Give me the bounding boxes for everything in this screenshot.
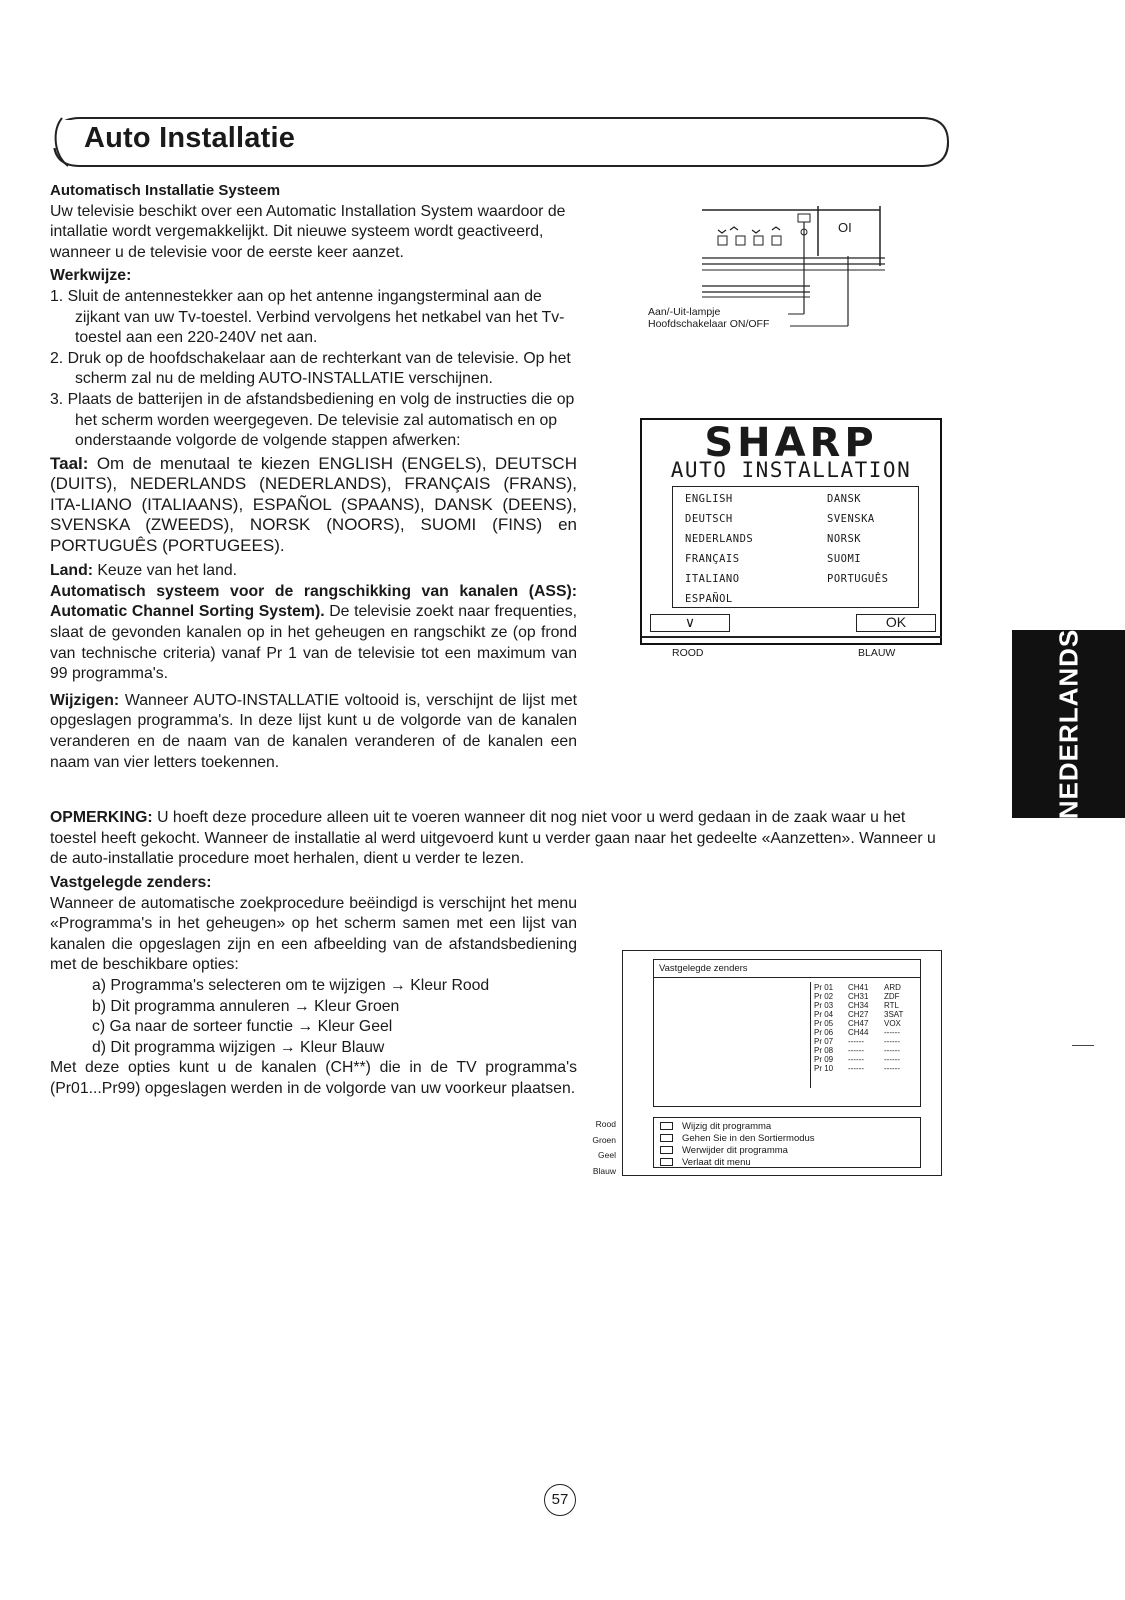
pr-cell: Pr 07	[814, 1037, 834, 1046]
action-label: Wijzig dit programma	[682, 1121, 772, 1132]
language-option[interactable]: PORTUGUÊS	[827, 573, 889, 585]
option-item: a) Programma's selecteren om te wijzigen → Kleur Rood	[92, 976, 490, 994]
pr-cell: Pr 06	[814, 1028, 834, 1037]
language-side-tab	[1012, 630, 1125, 818]
taal-paragraph	[50, 454, 577, 557]
taal-text: Om de menutaal te kiezen ENGLISH (ENGELS), DEUTSCH (DUITS), NEDERLANDS (NEDERLANDS), FRANÇAIS (FRANS), ITA-LIANO (ITALIAANS), ESPAÑOL (SPAANS), DANSK (DEENS), SVENSKA (ZWEEDS), NORSK (NOORS), SUOMI (FINS) en PORTUGUÊS (PORTUGEES).	[50, 453, 577, 555]
vast-heading: Vastgelegde zenders:	[50, 874, 212, 891]
options-list	[50, 976, 577, 1058]
color-label: Blauw	[592, 1165, 616, 1176]
name-cell: ------	[884, 1064, 900, 1073]
switch-label: Hoofdschakelaar ON/OFF	[648, 318, 770, 330]
ok-button[interactable]: OK	[856, 614, 936, 632]
margin-mark	[1072, 1045, 1094, 1046]
land-label: Land:	[50, 562, 93, 580]
auto-installation-screen	[640, 418, 942, 645]
name-cell: ------	[884, 1046, 900, 1055]
language-option[interactable]: DANSK	[827, 493, 862, 505]
action-panel	[653, 1117, 921, 1168]
action-label: Gehen Sie in den Sortiermodus	[682, 1133, 815, 1144]
name-cell: ------	[884, 1055, 900, 1064]
ch-cell: CH41	[848, 983, 869, 992]
color-label: Rood	[595, 1119, 616, 1129]
saved-channels-screen	[622, 950, 942, 1176]
ass-text: De televisie zoekt naar frequenties, slaat de gevonden kanalen op in het geheugen en rangschikt ze (op frond van technische criteria) vanaf Pr 1 van de televisie tot een maximum van 99 programma's.	[50, 603, 577, 683]
screen-divider	[642, 636, 942, 638]
closing-paragraph: Met deze opties kunt u de kanalen (CH**) die in de TV programma's (Pr01...Pr99) opgeslagen werden in de volgorde van uw voorkeur plaatsen.	[50, 1059, 577, 1097]
channel-rows	[814, 984, 920, 1088]
yellow-key-icon	[660, 1146, 673, 1154]
ch-cell: CH44	[848, 1028, 869, 1037]
lamp-label: Aan/-Uit-lampje	[648, 306, 721, 318]
side-tab-label: NEDERLANDS	[1053, 628, 1083, 820]
ass-label: Automatisch systeem voor de rangschikking van kanalen (ASS): Automatic Channel Sorting System).	[50, 582, 577, 621]
steps-list	[50, 287, 577, 452]
red-key-icon	[660, 1122, 673, 1130]
action-delete[interactable]	[660, 1145, 788, 1156]
pr-cell: Pr 10	[814, 1064, 834, 1073]
saved-channels-column	[50, 873, 577, 1100]
intro-column	[50, 181, 577, 773]
name-cell: ------	[884, 1037, 900, 1046]
channel-list-bracket	[810, 982, 811, 1088]
color-label: Groen	[592, 1134, 616, 1145]
name-cell: RTL	[884, 1001, 899, 1010]
language-option[interactable]: NEDERLANDS	[685, 533, 754, 545]
ch-cell: ------	[848, 1046, 864, 1055]
step-item: 2. Druk op de hoofdschakelaar aan de rechterkant van de televisie. Op het scherm zal nu de melding AUTO-INSTALLATIE verschijnen.	[50, 349, 571, 388]
ais-heading: Automatisch Installatie Systeem	[50, 182, 281, 199]
language-option[interactable]: SUOMI	[827, 553, 862, 565]
ch-cell: ------	[848, 1037, 864, 1046]
power-label: OI	[838, 220, 852, 235]
ch-cell: CH47	[848, 1019, 869, 1028]
option-item: c) Ga naar de sorteer functie → Kleur Geel	[92, 1018, 393, 1036]
ass-paragraph	[50, 582, 577, 685]
auto-installation-heading: AUTO INSTALLATION	[670, 458, 912, 482]
wijzigen-text: Wanneer AUTO-INSTALLATIE voltooid is, verschijnt de lijst met opgeslagen programma's. In deze lijst kunt u de volgorde van de kanalen veranderen en de naam van de kanalen veranderen of de kanalen een naam van vier letters toekennen.	[50, 691, 578, 771]
channel-list-rule	[654, 977, 920, 978]
name-cell: 3SAT	[884, 1010, 904, 1019]
vast-body: Wanneer de automatische zoekprocedure beëindigd is verschijnt het menu «Programma's in het geheugen» op het scherm samen met een lijst van kanalen die opgeslagen zijn en een afbeelding van de afstandsbediening met de beschikbare opties:	[50, 894, 577, 974]
ch-cell: CH27	[848, 1010, 869, 1019]
pr-cell: Pr 09	[814, 1055, 834, 1064]
option-item: b) Dit programma annuleren → Kleur Groen	[92, 997, 400, 1015]
land-text: Keuze van het land.	[97, 562, 238, 580]
title-banner	[52, 116, 950, 168]
language-option[interactable]: DEUTSCH	[685, 513, 733, 525]
channel-list-panel	[653, 959, 921, 1107]
option-item: d) Dit programma wijzigen → Kleur Blauw	[92, 1038, 385, 1056]
name-cell: ZDF	[884, 992, 900, 1001]
page-title: Auto Installatie	[84, 122, 296, 154]
opmerking-paragraph	[50, 808, 950, 870]
red-button-label: ROOD	[672, 647, 704, 659]
action-exit[interactable]	[660, 1157, 751, 1168]
land-paragraph	[50, 561, 577, 582]
tv-panel-diagram	[640, 196, 900, 336]
down-arrow-button[interactable]	[650, 614, 730, 632]
blue-key-icon	[660, 1158, 673, 1166]
action-label: Verlaat dit menu	[682, 1157, 751, 1168]
action-edit[interactable]	[660, 1121, 771, 1132]
language-option[interactable]: FRANÇAIS	[685, 553, 740, 565]
step-item: 1. Sluit de antennestekker aan op het antenne ingangsterminal aan de zijkant van uw Tv-toestel. Verbind vervolgens het netkabel van het Tv-toestel aan een 220-240V net aan.	[50, 287, 565, 347]
opmerking-label: OPMERKING:	[50, 809, 153, 826]
pr-cell: Pr 02	[814, 992, 834, 1001]
channel-list-title: Vastgelegde zenders	[659, 963, 748, 974]
taal-label: Taal:	[50, 453, 89, 473]
wijzigen-label: Wijzigen:	[50, 691, 120, 709]
pr-cell: Pr 03	[814, 1001, 834, 1010]
ais-body: Uw televisie beschikt over een Automatic Installation System waardoor de intallatie wordt vergemakkelijkt. Dit nieuwe systeem wordt geactiveerd, wanneer u de televisie voor de eerste keer aanzet.	[50, 202, 566, 261]
pr-cell: Pr 08	[814, 1046, 834, 1055]
key-color-labels	[584, 1117, 616, 1179]
note-block	[50, 808, 950, 870]
name-cell: ------	[884, 1028, 900, 1037]
language-list	[672, 486, 919, 608]
language-option[interactable]: SVENSKA	[827, 513, 875, 525]
down-arrow-icon: ∨	[684, 614, 696, 630]
sharp-logo: SHARP	[704, 420, 878, 466]
name-cell: ARD	[884, 983, 901, 992]
pr-cell: Pr 01	[814, 983, 834, 992]
language-option[interactable]: ENGLISH	[685, 493, 733, 505]
language-option[interactable]: NORSK	[827, 533, 862, 545]
name-cell: VOX	[884, 1019, 901, 1028]
blue-button-label: BLAUW	[858, 647, 896, 659]
pr-cell: Pr 05	[814, 1019, 834, 1028]
action-label: Werwijder dit programma	[682, 1145, 788, 1156]
ch-cell: ------	[848, 1064, 864, 1073]
action-sort[interactable]	[660, 1133, 815, 1144]
pr-cell: Pr 04	[814, 1010, 834, 1019]
ch-cell: CH34	[848, 1001, 869, 1010]
color-label: Geel	[598, 1150, 616, 1160]
ch-cell: ------	[848, 1055, 864, 1064]
step-item: 3. Plaats de batterijen in de afstandsbediening en volg de instructies die op het scherm worden weergegeven. De televisie zal automatisch en op onderstaande volgorde de volgende stappen afwerken:	[50, 390, 575, 450]
green-key-icon	[660, 1134, 673, 1142]
wijzigen-paragraph	[50, 691, 577, 773]
language-option[interactable]: ITALIANO	[685, 573, 740, 585]
opmerking-text: U hoeft deze procedure alleen uit te voeren wanneer dit nog niet voor u werd gedaan in de zaak waar u het toestel heeft gekocht. Wanneer de installatie al werd uitgevoerd kunt u verder gaan naar het gedeelte «Aanzetten». Wanneer u de auto-installatie procedure moet herhalen, dient u verder te lezen.	[50, 809, 936, 868]
language-option[interactable]: ESPAÑOL	[685, 593, 733, 605]
page-number: 57	[544, 1484, 576, 1516]
werkwijze-heading: Werkwijze:	[50, 267, 132, 285]
ch-cell: CH31	[848, 992, 869, 1001]
